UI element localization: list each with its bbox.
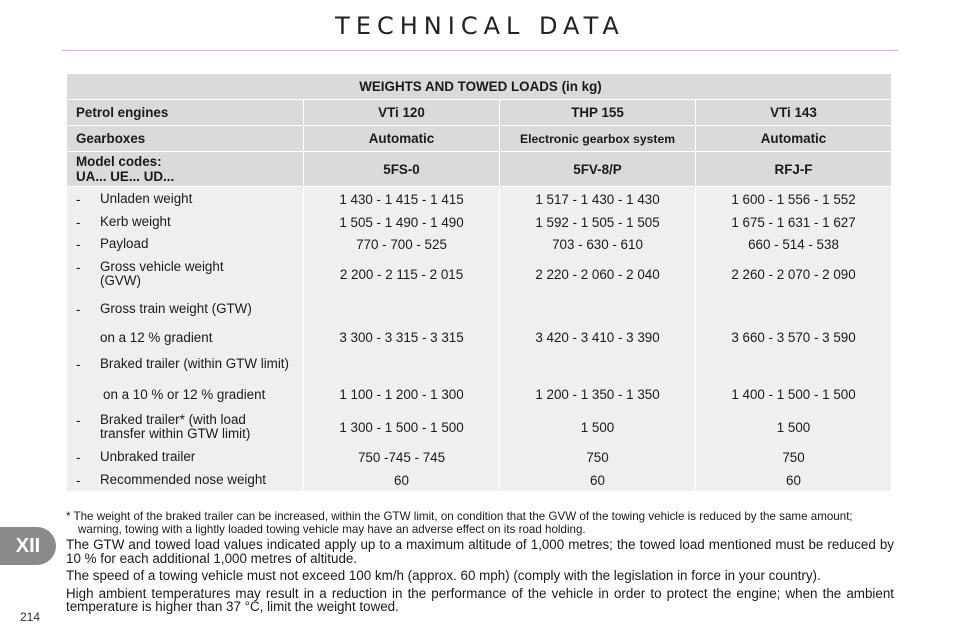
model-codes-label-line: Model codes:	[76, 154, 162, 169]
engine-header: VTi 143	[696, 100, 892, 126]
table-row	[67, 325, 892, 349]
table-cell: 1 517 - 1 430 - 1 430	[500, 187, 696, 212]
row-label: on a 10 % or 12 % gradient	[67, 379, 304, 409]
chapter-tab: XII	[0, 527, 56, 565]
row-label: on a 12 % gradient	[67, 325, 304, 349]
row-label: - Kerb weight	[67, 211, 304, 233]
gearbox-header: Electronic gearbox system	[500, 126, 696, 152]
table-cell: 2 200 - 2 115 - 2 015	[304, 255, 500, 293]
table-caption: WEIGHTS AND TOWED LOADS (in kg)	[67, 74, 892, 100]
model-code: RFJ-F	[696, 152, 892, 187]
row-label: - Unladen weight	[67, 187, 304, 212]
table-cell: 1 200 - 1 350 - 1 350	[500, 379, 696, 409]
table-cell: 703 - 630 - 610	[500, 233, 696, 255]
table-cell: 1 505 - 1 490 - 1 490	[304, 211, 500, 233]
table-cell: 1 675 - 1 631 - 1 627	[696, 211, 892, 233]
table-row	[67, 211, 892, 233]
table-row	[67, 349, 892, 379]
row-label: - Braked trailer* (with load transfer within GTW limit)	[67, 409, 304, 445]
engines-label: Petrol engines	[67, 100, 304, 126]
model-codes-label	[67, 152, 304, 187]
gearbox-header: Automatic	[304, 126, 500, 152]
gearboxes-label: Gearboxes	[67, 126, 304, 152]
row-label: - Gross train weight (GTW)	[67, 293, 304, 325]
table-cell: 1 600 - 1 556 - 1 552	[696, 187, 892, 212]
table-cell: 1 500	[696, 409, 892, 445]
model-code: 5FS-0	[304, 152, 500, 187]
table-cell: 60	[696, 469, 892, 491]
table-cell: 660 - 514 - 538	[696, 233, 892, 255]
gearboxes-row	[67, 126, 892, 152]
table-row	[67, 187, 892, 212]
table-cell: 2 260 - 2 070 - 2 090	[696, 255, 892, 293]
table-cell: 1 100 - 1 200 - 1 300	[304, 379, 500, 409]
notes-text	[66, 538, 894, 618]
table-cell: 2 220 - 2 060 - 2 040	[500, 255, 696, 293]
model-code: 5FV-8/P	[500, 152, 696, 187]
row-label: - Unbraked trailer	[67, 445, 304, 469]
table-cell	[500, 349, 696, 379]
table-cell: 3 660 - 3 570 - 3 590	[696, 325, 892, 349]
engine-header: THP 155	[500, 100, 696, 126]
page-title: TECHNICAL DATA	[335, 12, 625, 40]
table-cell: 1 400 - 1 500 - 1 500	[696, 379, 892, 409]
footnote	[66, 510, 896, 536]
table-row	[67, 293, 892, 325]
table-cell: 1 592 - 1 505 - 1 505	[500, 211, 696, 233]
table-cell: 770 - 700 - 525	[304, 233, 500, 255]
row-label: - Recommended nose weight	[67, 469, 304, 491]
row-label: - Payload	[67, 233, 304, 255]
engines-row	[67, 100, 892, 126]
paragraph: The speed of a towing vehicle must not exceed 100 km/h (approx. 60 mph) (comply with the legislation in force in your country).	[66, 568, 821, 584]
table-cell: 750 -745 - 745	[304, 445, 500, 469]
table-cell	[696, 293, 892, 325]
gearbox-header: Automatic	[696, 126, 892, 152]
table-row	[67, 233, 892, 255]
model-codes-label-line: UA... UE... UD...	[76, 169, 175, 184]
title-divider	[62, 50, 898, 51]
table-cell	[304, 293, 500, 325]
table-cell: 60	[500, 469, 696, 491]
table-row	[67, 409, 892, 445]
engine-header: VTi 120	[304, 100, 500, 126]
table-caption-row	[67, 74, 892, 100]
table-cell: 750	[696, 445, 892, 469]
table-cell: 750	[500, 445, 696, 469]
table-row	[67, 445, 892, 469]
table-cell: 1 500	[500, 409, 696, 445]
row-label: - Braked trailer (within GTW limit)	[67, 349, 304, 379]
table-cell: 1 300 - 1 500 - 1 500	[304, 409, 500, 445]
paragraph: The GTW and towed load values indicated apply up to a maximum altitude of 1,000 metres; the towed load mentioned must be reduced by 10 % for each additional 1,000 metres of altitude.	[66, 537, 894, 566]
table-cell: 3 300 - 3 315 - 3 315	[304, 325, 500, 349]
table-cell: 60	[304, 469, 500, 491]
table-cell: 1 430 - 1 415 - 1 415	[304, 187, 500, 212]
table-cell: 3 420 - 3 410 - 3 390	[500, 325, 696, 349]
footnote-text: * The weight of the braked trailer can be increased, within the GTW limit, on condition that the GVW of the towing vehicle is reduced by the same amount; warning, towing with a lightly loaded towing vehicle may have an adverse effect on its road holding.	[66, 510, 853, 536]
row-label: - Gross vehicle weight (GVW)	[67, 255, 304, 293]
page-number: 214	[20, 610, 41, 624]
table-row	[67, 255, 892, 293]
table-cell	[500, 293, 696, 325]
table-cell	[304, 349, 500, 379]
paragraph: High ambient temperatures may result in a reduction in the performance of the vehicle in order to protect the engine; when the ambient temperature is higher than 37 °C, limit the weight towed.	[66, 585, 894, 615]
table-cell	[696, 349, 892, 379]
table-row	[67, 469, 892, 491]
table-row	[67, 379, 892, 409]
weights-table	[66, 74, 892, 491]
model-codes-row	[67, 152, 892, 187]
